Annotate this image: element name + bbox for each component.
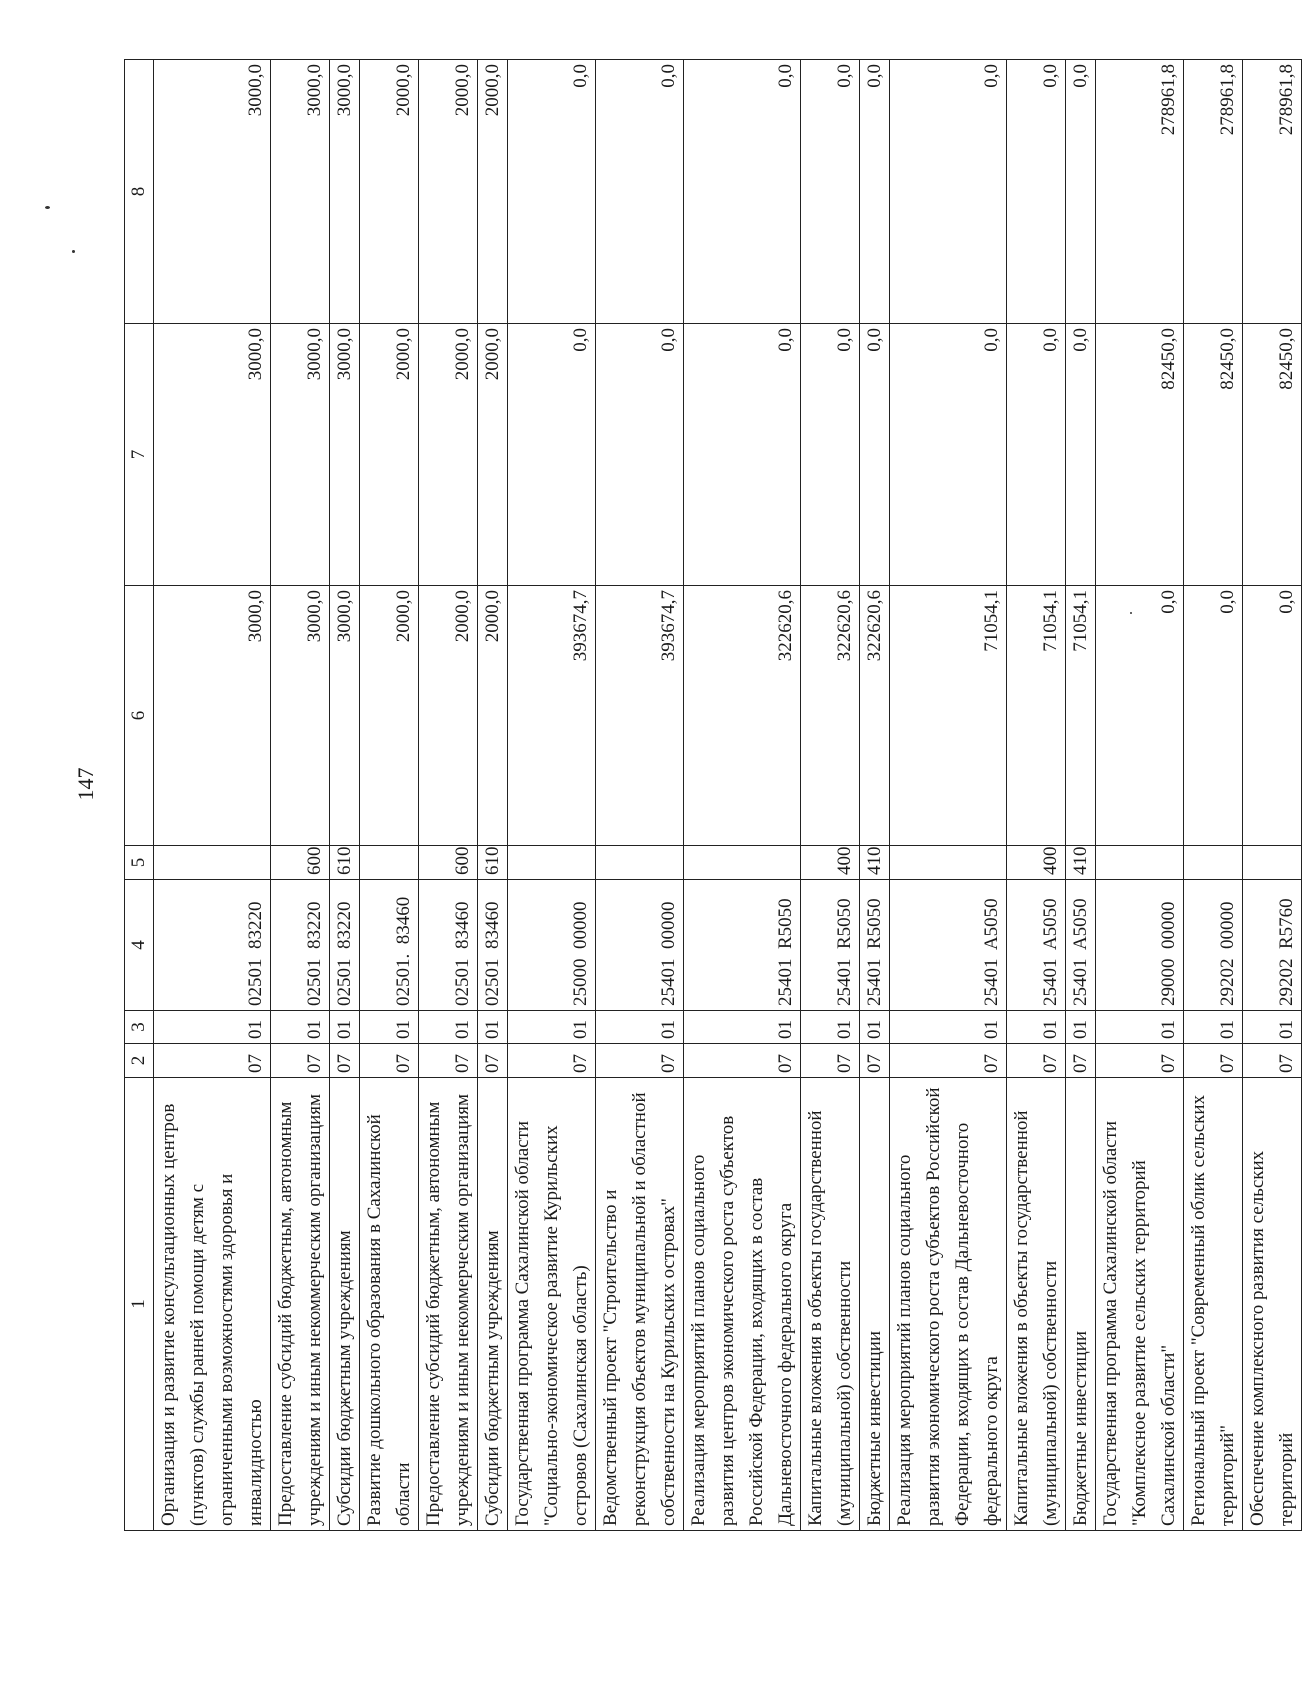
cell-c5	[508, 846, 596, 880]
cell-c3: 01	[478, 1011, 508, 1044]
cell-c3: 01	[1007, 1011, 1066, 1044]
cell-c4: 25401 R5050	[684, 880, 801, 1011]
column-header: 1	[125, 1078, 154, 1531]
table-row	[1007, 60, 1066, 1531]
cell-c7: 3000,0	[271, 324, 330, 586]
cell-c4: 25401 A5050	[890, 880, 1007, 1011]
cell-c2: 07	[478, 1044, 508, 1078]
cell-c4: 29202 R5760	[1243, 880, 1302, 1011]
cell-c2: 07	[1007, 1044, 1066, 1078]
cell-c4: 02501. 83460	[360, 880, 419, 1011]
cell-name: Предоставление субсидий бюджетным, автономным учреждениям и иным некоммерческим организациям	[419, 1078, 478, 1531]
column-header: 6	[125, 586, 154, 846]
cell-name: Предоставление субсидий бюджетным, автономным учреждениям и иным некоммерческим организациям	[271, 1078, 330, 1531]
cell-c4: 25000 00000	[508, 880, 596, 1011]
cell-c7: 0,0	[890, 324, 1007, 586]
cell-c4: 02501 83220	[330, 880, 360, 1011]
table-row	[508, 60, 596, 1531]
cell-c5	[154, 846, 271, 880]
cell-c6: 0,0	[1096, 586, 1184, 846]
cell-name: Ведомственный проект "Строительство и реконструкция объектов муниципальной и областной собственности на Курильских островах"	[596, 1078, 684, 1531]
cell-c3: 01	[419, 1011, 478, 1044]
cell-c2: 07	[360, 1044, 419, 1078]
cell-c6: 3000,0	[271, 586, 330, 846]
cell-c7: 2000,0	[419, 324, 478, 586]
cell-c6: 71054,1	[890, 586, 1007, 846]
cell-c3: 01	[271, 1011, 330, 1044]
cell-c2: 07	[154, 1044, 271, 1078]
page-number: 147	[73, 767, 98, 801]
cell-c4: 29202 00000	[1184, 880, 1243, 1011]
cell-c4: 25401 R5050	[801, 880, 860, 1011]
cell-c5: 410	[1066, 846, 1096, 880]
cell-c8: 278961,8	[1184, 60, 1243, 324]
table-row	[330, 60, 360, 1531]
cell-c7: 3000,0	[154, 324, 271, 586]
cell-c8: 0,0	[1007, 60, 1066, 324]
cell-name: Капитальные вложения в объекты государственной (муниципальной) собственности	[1007, 1078, 1066, 1531]
cell-c5	[684, 846, 801, 880]
cell-c2: 07	[1096, 1044, 1184, 1078]
cell-c5: 400	[1007, 846, 1066, 880]
cell-c2: 07	[860, 1044, 890, 1078]
cell-c6: 2000,0	[419, 586, 478, 846]
cell-c3: 01	[1066, 1011, 1096, 1044]
table-row	[271, 60, 330, 1531]
cell-c8: 2000,0	[419, 60, 478, 324]
cell-name: Субсидии бюджетным учреждениям	[330, 1078, 360, 1531]
cell-c5	[360, 846, 419, 880]
cell-name: Субсидии бюджетным учреждениям	[478, 1078, 508, 1531]
cell-name: Реализация мероприятий планов социального развития экономического роста субъектов Российской Федерации, входящих в состав Дальневосточного федерального округа	[890, 1078, 1007, 1531]
scan-speck	[72, 250, 75, 253]
table-row	[801, 60, 860, 1531]
column-header: 4	[125, 880, 154, 1011]
cell-c5	[1243, 846, 1302, 880]
cell-c5: 400	[801, 846, 860, 880]
cell-c6: 71054,1	[1007, 586, 1066, 846]
cell-c7: 0,0	[801, 324, 860, 586]
cell-c7: 0,0	[860, 324, 890, 586]
cell-c6: 2000,0	[360, 586, 419, 846]
cell-name: Государственная программа Сахалинской области "Социально-экономическое развитие Курильских островов (Сахалинская область)	[508, 1078, 596, 1531]
cell-c8: 0,0	[596, 60, 684, 324]
cell-c8: 2000,0	[478, 60, 508, 324]
scan-speck	[1130, 612, 1132, 614]
cell-c6: 3000,0	[330, 586, 360, 846]
cell-c4: 02501 83460	[419, 880, 478, 1011]
cell-c6: 0,0	[1243, 586, 1302, 846]
header-row	[125, 60, 154, 1531]
table-row	[419, 60, 478, 1531]
cell-c7: 0,0	[1066, 324, 1096, 586]
cell-c3: 01	[154, 1011, 271, 1044]
cell-c7: 0,0	[684, 324, 801, 586]
column-header: 8	[125, 60, 154, 324]
cell-c6: 0,0	[1184, 586, 1243, 846]
cell-c5	[890, 846, 1007, 880]
scan-speck	[45, 206, 50, 209]
cell-c3: 01	[330, 1011, 360, 1044]
cell-name: Реализация мероприятий планов социального развития центров экономического роста субъектов Российской Федерации, входящих в состав Дальневосточного федерального округа	[684, 1078, 801, 1531]
cell-c7: 2000,0	[360, 324, 419, 586]
cell-c7: 0,0	[1007, 324, 1066, 586]
cell-c2: 07	[596, 1044, 684, 1078]
cell-c6: 322620,6	[801, 586, 860, 846]
cell-c8: 3000,0	[330, 60, 360, 324]
cell-c2: 07	[801, 1044, 860, 1078]
table-row	[478, 60, 508, 1531]
cell-c4: 29000 00000	[1096, 880, 1184, 1011]
cell-c3: 01	[801, 1011, 860, 1044]
cell-c2: 07	[684, 1044, 801, 1078]
cell-c5	[1096, 846, 1184, 880]
cell-c3: 01	[1096, 1011, 1184, 1044]
cell-c6: 3000,0	[154, 586, 271, 846]
cell-c4: 02501 83460	[478, 880, 508, 1011]
budget-table-rotated	[124, 60, 1297, 1531]
cell-c5: 600	[271, 846, 330, 880]
cell-c5: 610	[330, 846, 360, 880]
cell-c3: 01	[596, 1011, 684, 1044]
cell-c2: 07	[419, 1044, 478, 1078]
cell-name: Бюджетные инвестиции	[860, 1078, 890, 1531]
table-row	[890, 60, 1007, 1531]
cell-c8: 0,0	[508, 60, 596, 324]
cell-name: Региональный проект "Современный облик сельских территорий"	[1184, 1078, 1243, 1531]
cell-c7: 82450,0	[1096, 324, 1184, 586]
cell-c2: 07	[330, 1044, 360, 1078]
cell-name: Государственная программа Сахалинской области "Комплексное развитие сельских территорий Сахалинской области"	[1096, 1078, 1184, 1531]
cell-c3: 01	[360, 1011, 419, 1044]
cell-name: Капитальные вложения в объекты государственной (муниципальной) собственности	[801, 1078, 860, 1531]
column-header: 5	[125, 846, 154, 880]
cell-c7: 0,0	[596, 324, 684, 586]
table-row	[154, 60, 271, 1531]
cell-c6: 393674,7	[508, 586, 596, 846]
cell-c8: 3000,0	[154, 60, 271, 324]
cell-c5: 610	[478, 846, 508, 880]
cell-c4: 25401 R5050	[860, 880, 890, 1011]
table-row	[596, 60, 684, 1531]
cell-name: Развитие дошкольного образования в Сахалинской области	[360, 1078, 419, 1531]
cell-c4: 02501 83220	[271, 880, 330, 1011]
cell-c8: 0,0	[890, 60, 1007, 324]
cell-c5	[596, 846, 684, 880]
table-row	[684, 60, 801, 1531]
cell-c8: 0,0	[684, 60, 801, 324]
cell-c3: 01	[890, 1011, 1007, 1044]
cell-c3: 01	[508, 1011, 596, 1044]
cell-c8: 3000,0	[271, 60, 330, 324]
cell-c8: 0,0	[1066, 60, 1096, 324]
cell-c8: 0,0	[801, 60, 860, 324]
cell-c7: 82450,0	[1243, 324, 1302, 586]
cell-c4: 25401 A5050	[1066, 880, 1096, 1011]
cell-c4: 25401 A5050	[1007, 880, 1066, 1011]
cell-c7: 0,0	[508, 324, 596, 586]
cell-c8: 278961,8	[1243, 60, 1302, 324]
cell-c3: 01	[1243, 1011, 1302, 1044]
cell-c4: 02501 83220	[154, 880, 271, 1011]
cell-c3: 01	[860, 1011, 890, 1044]
table-body	[154, 60, 1302, 1531]
cell-c5: 410	[860, 846, 890, 880]
cell-c2: 07	[1243, 1044, 1302, 1078]
cell-c8: 2000,0	[360, 60, 419, 324]
cell-c3: 01	[1184, 1011, 1243, 1044]
cell-c2: 07	[890, 1044, 1007, 1078]
cell-c5: 600	[419, 846, 478, 880]
cell-c7: 82450,0	[1184, 324, 1243, 586]
cell-name: Обеспечение комплексного развития сельских территорий	[1243, 1078, 1302, 1531]
budget-table	[124, 59, 1302, 1531]
cell-name: Организация и развитие консультационных центров (пунктов) службы ранней помощи детям с ограниченными возможностями здоровья и инвалидностью	[154, 1078, 271, 1531]
cell-c5	[1184, 846, 1243, 880]
table-row	[1243, 60, 1302, 1531]
cell-c6: 71054,1	[1066, 586, 1096, 846]
cell-c2: 07	[1184, 1044, 1243, 1078]
cell-c2: 07	[508, 1044, 596, 1078]
table-row	[360, 60, 419, 1531]
cell-c7: 2000,0	[478, 324, 508, 586]
cell-c3: 01	[684, 1011, 801, 1044]
table-row	[860, 60, 890, 1531]
cell-c7: 3000,0	[330, 324, 360, 586]
cell-c4: 25401 00000	[596, 880, 684, 1011]
cell-c2: 07	[271, 1044, 330, 1078]
cell-c6: 322620,6	[684, 586, 801, 846]
column-header: 7	[125, 324, 154, 586]
column-header: 2	[125, 1044, 154, 1078]
cell-c6: 322620,6	[860, 586, 890, 846]
table-row	[1066, 60, 1096, 1531]
cell-c2: 07	[1066, 1044, 1096, 1078]
cell-c8: 0,0	[860, 60, 890, 324]
table-row	[1096, 60, 1184, 1531]
cell-name: Бюджетные инвестиции	[1066, 1078, 1096, 1531]
column-header: 3	[125, 1011, 154, 1044]
cell-c6: 2000,0	[478, 586, 508, 846]
cell-c8: 278961,8	[1096, 60, 1184, 324]
cell-c6: 393674,7	[596, 586, 684, 846]
table-row	[1184, 60, 1243, 1531]
